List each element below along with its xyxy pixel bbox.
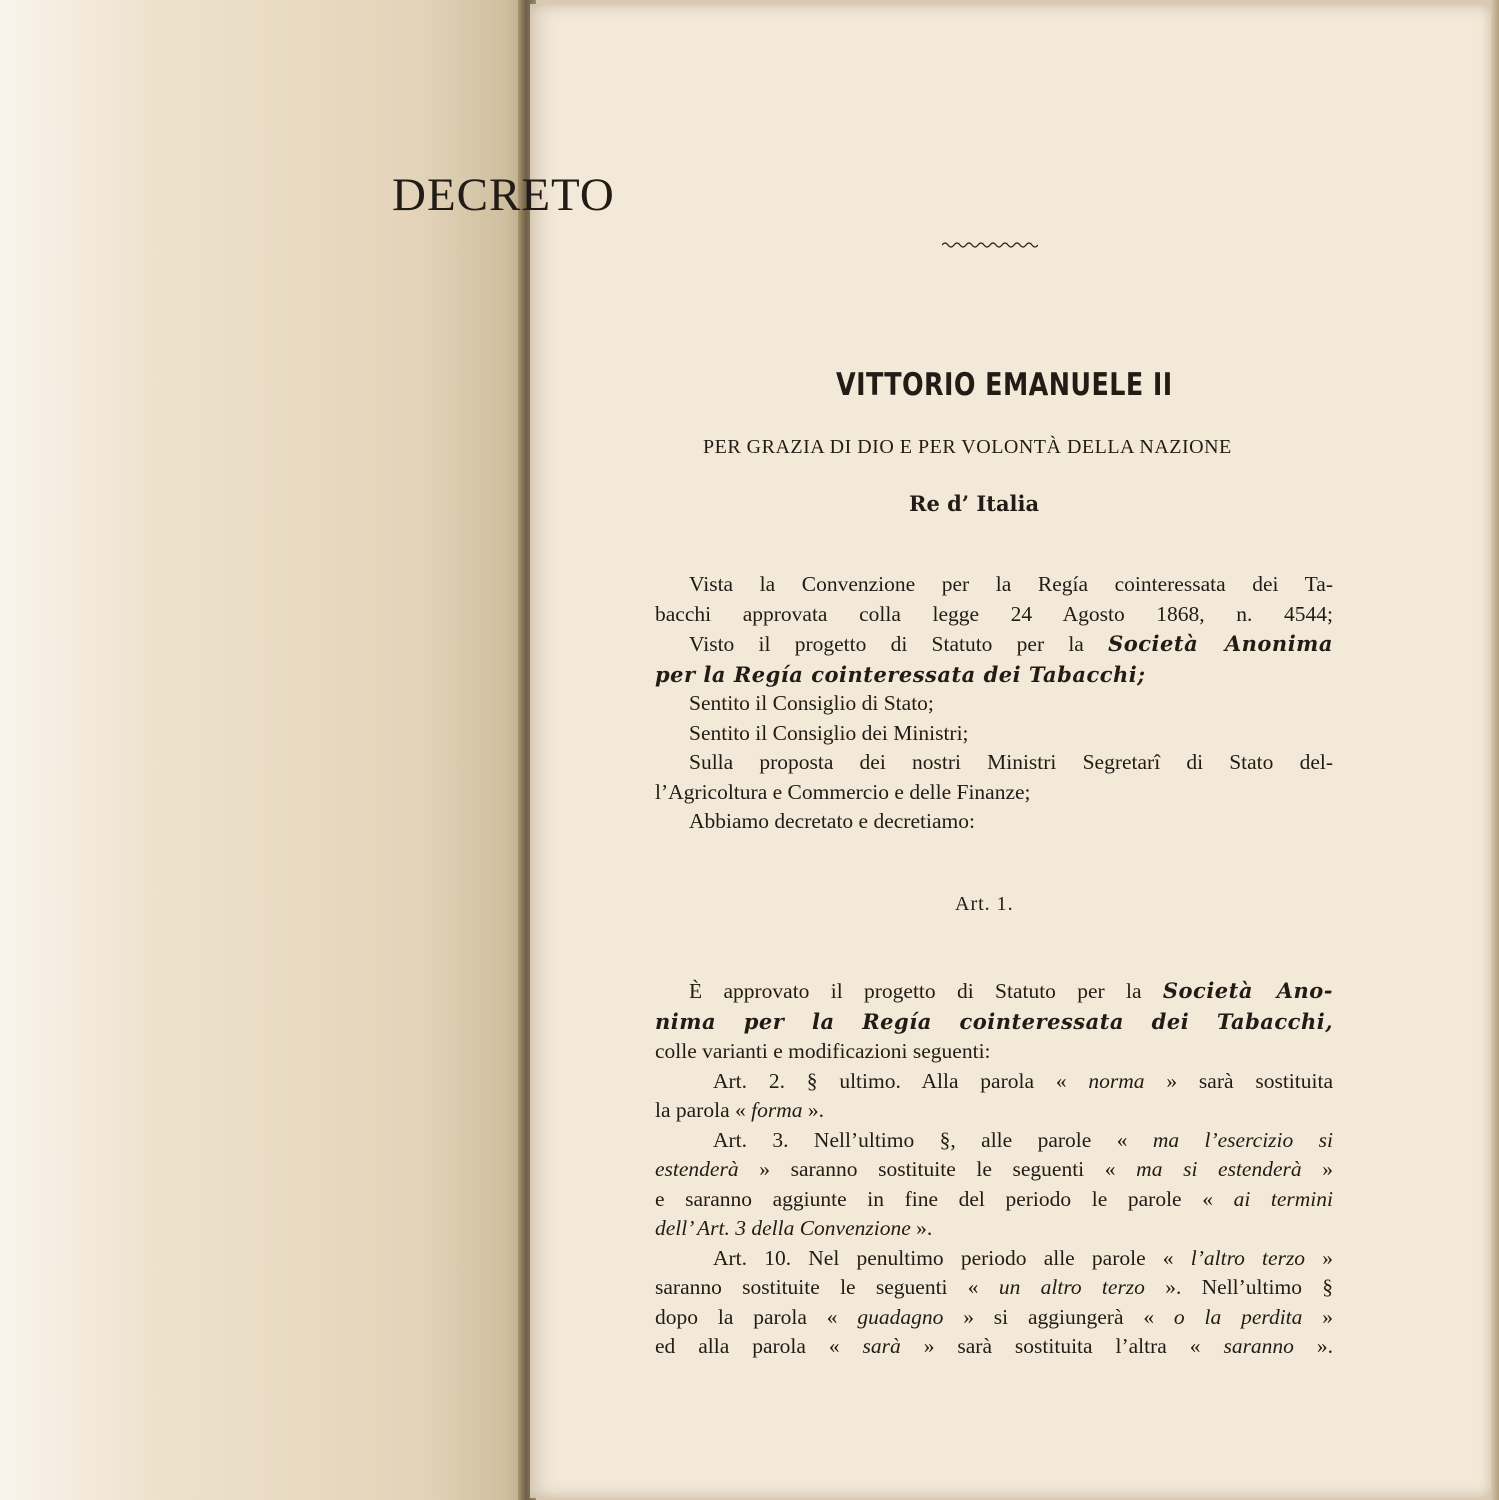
- company-name: Società Anonima: [1108, 631, 1333, 656]
- wavy-rule-ornament: [942, 241, 1038, 249]
- preamble-line: [655, 629, 1333, 660]
- art2-line: Art. 2. § ultimo. Alla parola « norma » sarà sostituita: [713, 1068, 1333, 1093]
- king-of-italy: Re d’ Italia: [909, 491, 1040, 516]
- preamble-line: Sentito il Consiglio dei Ministri;: [689, 720, 969, 745]
- article-heading: Art. 1.: [955, 893, 1014, 915]
- decree-title: DECRETO: [392, 169, 615, 221]
- preamble: [655, 570, 1333, 837]
- body-line: nima per la Regía cointeressata dei Tabacchi,: [655, 1008, 1333, 1034]
- article-body: [655, 976, 1333, 1362]
- art3-line: Art. 3. Nell’ultimo §, alle parole « ma l’esercizio si: [713, 1127, 1333, 1152]
- body-line: È approvato il progetto di Statuto per la Società Ano-: [689, 978, 1334, 1003]
- art3-line: e saranno aggiunte in fine del periodo le parole « ai termini: [655, 1186, 1333, 1211]
- page-edge: [1491, 0, 1499, 1500]
- king-name: VITTORIO EMANUELE II: [836, 367, 1173, 403]
- art2-line: la parola « forma ».: [655, 1098, 824, 1122]
- by-grace-line: PER GRAZIA DI DIO E PER VOLONTÀ DELLA NAZIONE: [703, 436, 1232, 458]
- preamble-line: Sentito il Consiglio di Stato;: [689, 691, 934, 715]
- left-page-fade: [0, 0, 160, 1500]
- art10-line: ed alla parola « sarà » sarà sostituita l’altra « saranno ».: [655, 1334, 1333, 1358]
- art3-line: dell’ Art. 3 della Convenzione ».: [655, 1216, 933, 1240]
- preamble-line: per la Regía cointeressata dei Tabacchi;: [655, 661, 1146, 687]
- art10-line: dopo la parola « guadagno » si aggiungerà « o la perdita »: [655, 1304, 1333, 1329]
- art3-line: estenderà » saranno sostituite le seguenti « ma si estenderà »: [655, 1157, 1334, 1181]
- body-line: colle varianti e modificazioni seguenti:: [655, 1039, 991, 1063]
- art10-line: saranno sostituite le seguenti « un altro terzo ». Nell’ultimo §: [655, 1275, 1333, 1299]
- preamble-line: Vista la Convenzione per la Regía cointeressata dei Ta-: [689, 572, 1333, 596]
- preamble-line: Sulla proposta dei nostri Ministri Segretarî di Stato del-: [689, 750, 1333, 774]
- preamble-line: l’Agricoltura e Commercio e delle Finanze;: [655, 779, 1031, 804]
- preamble-text: Visto il progetto di Statuto per la: [689, 632, 1109, 656]
- left-page: [0, 0, 528, 1500]
- preamble-line: bacchi approvata colla legge 24 Agosto 1868, n. 4544;: [655, 601, 1333, 626]
- art10-line: Art. 10. Nel penultimo periodo alle parole « l’altro terzo »: [713, 1245, 1333, 1270]
- preamble-line: Abbiamo decretato e decretiamo:: [689, 809, 975, 833]
